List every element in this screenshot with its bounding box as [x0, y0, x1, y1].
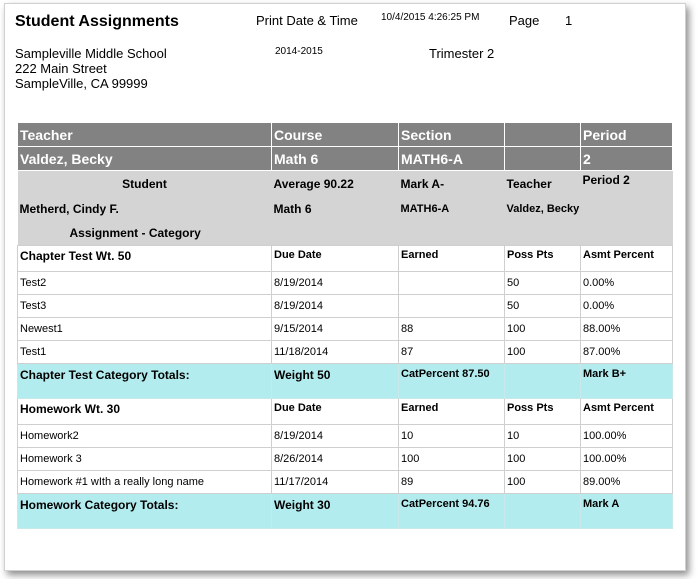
- table-cell: 11/18/2014: [272, 341, 399, 364]
- school-address: [15, 46, 167, 91]
- student-label: Student: [18, 171, 272, 198]
- table-cell: 88: [399, 318, 505, 341]
- teacher-label: Teacher: [505, 171, 581, 198]
- table-cell: [399, 272, 505, 295]
- totals-cell: Chapter Test Category Totals:: [18, 364, 272, 399]
- totals-cell: Mark A: [581, 494, 673, 529]
- average-label: Average 90.22: [272, 171, 399, 198]
- table-cell: 0.00%: [581, 272, 673, 295]
- student-name: Metherd, Cindy F.: [18, 197, 272, 221]
- table-cell: Test2: [18, 272, 272, 295]
- category-header-row: [18, 399, 673, 425]
- column-header: Asmt Percent: [581, 246, 673, 272]
- table-cell: 10: [399, 425, 505, 448]
- assignments-table: [17, 122, 673, 529]
- school-street: 222 Main Street: [15, 61, 107, 76]
- table-cell: 89.00%: [581, 471, 673, 494]
- term: Trimester 2: [429, 46, 495, 61]
- table-cell: 50: [505, 295, 581, 318]
- column-header: Poss Pts: [505, 246, 581, 272]
- school-name: Sampleville Middle School: [15, 46, 167, 61]
- student-course: Math 6: [272, 197, 399, 221]
- header-blank-value: [505, 147, 581, 171]
- totals-cell: CatPercent 87.50: [399, 364, 505, 399]
- column-header: Earned: [399, 246, 505, 272]
- table-cell: 100: [505, 341, 581, 364]
- table-cell: Homework 3: [18, 448, 272, 471]
- print-date-label: Print Date & Time: [256, 13, 358, 28]
- header-section-label: Section: [399, 123, 505, 147]
- table-cell: [399, 295, 505, 318]
- category-header-row: [18, 246, 673, 272]
- table-row: [18, 272, 673, 295]
- header-course-label: Course: [272, 123, 399, 147]
- totals-cell: Weight 50: [272, 364, 399, 399]
- table-cell: 50: [505, 272, 581, 295]
- totals-cell: Weight 30: [272, 494, 399, 529]
- column-header: Asmt Percent: [581, 399, 673, 425]
- table-row: [18, 471, 673, 494]
- table-cell: Test3: [18, 295, 272, 318]
- table-cell: 100.00%: [581, 448, 673, 471]
- table-cell: 89: [399, 471, 505, 494]
- totals-cell: Mark B+: [581, 364, 673, 399]
- mark-label: Mark A-: [399, 171, 505, 198]
- table-cell: 8/26/2014: [272, 448, 399, 471]
- table-cell: 100: [399, 448, 505, 471]
- header-teacher-value: Valdez, Becky: [18, 147, 272, 171]
- period-label: Period 2: [581, 171, 673, 198]
- table-cell: Newest1: [18, 318, 272, 341]
- print-date-value: 10/4/2015 4:26:25 PM: [381, 12, 480, 23]
- school-city: SampleVille, CA 99999: [15, 76, 148, 91]
- column-header: Earned: [399, 399, 505, 425]
- page-label: Page: [509, 13, 540, 28]
- category-name: Homework Wt. 30: [18, 399, 272, 425]
- header-section-value: MATH6-A: [399, 147, 505, 171]
- student-values-row: [18, 197, 673, 221]
- student-labels-row: [18, 171, 673, 198]
- student-teacher: Valdez, Becky: [505, 197, 581, 221]
- table-cell: Homework #1 wIth a really long name: [18, 471, 272, 494]
- table-row: [18, 425, 673, 448]
- table-row: [18, 318, 673, 341]
- table-cell: 8/19/2014: [272, 295, 399, 318]
- totals-cell: [505, 494, 581, 529]
- student-section: MATH6-A: [399, 197, 505, 221]
- totals-cell: [505, 364, 581, 399]
- table-cell: 8/19/2014: [272, 425, 399, 448]
- table-cell: 9/15/2014: [272, 318, 399, 341]
- table-cell: Homework2: [18, 425, 272, 448]
- column-header: Poss Pts: [505, 399, 581, 425]
- report-title: Student Assignments: [15, 13, 179, 30]
- header-teacher-label: Teacher: [18, 123, 272, 147]
- table-row: [18, 295, 673, 318]
- table-cell: 0.00%: [581, 295, 673, 318]
- school-year: 2014-2015: [275, 46, 323, 57]
- class-header-values: [18, 147, 673, 171]
- table-cell: 100: [505, 318, 581, 341]
- table-row: [18, 448, 673, 471]
- table-cell: 100.00%: [581, 425, 673, 448]
- report-page: [4, 3, 686, 571]
- student-blank: [581, 197, 673, 221]
- column-header: Due Date: [272, 399, 399, 425]
- column-header: Due Date: [272, 246, 399, 272]
- category-totals-row: [18, 494, 673, 529]
- table-cell: 100: [505, 448, 581, 471]
- category-totals-row: [18, 364, 673, 399]
- header-course-value: Math 6: [272, 147, 399, 171]
- table-cell: 88.00%: [581, 318, 673, 341]
- table-cell: 87.00%: [581, 341, 673, 364]
- categories-body: [18, 246, 673, 529]
- table-cell: 10: [505, 425, 581, 448]
- assignment-category-label: Assignment - Category: [18, 221, 673, 246]
- table-row: [18, 341, 673, 364]
- table-cell: 87: [399, 341, 505, 364]
- table-cell: 8/19/2014: [272, 272, 399, 295]
- header-period-value: 2: [581, 147, 673, 171]
- class-header-labels: [18, 123, 673, 147]
- table-cell: 100: [505, 471, 581, 494]
- header-period-label: Period: [581, 123, 673, 147]
- totals-cell: CatPercent 94.76: [399, 494, 505, 529]
- table-cell: Test1: [18, 341, 272, 364]
- header-blank-label: [505, 123, 581, 147]
- category-name: Chapter Test Wt. 50: [18, 246, 272, 272]
- totals-cell: Homework Category Totals:: [18, 494, 272, 529]
- assignment-category-row: [18, 221, 673, 246]
- page-number: 1: [565, 13, 573, 28]
- table-cell: 11/17/2014: [272, 471, 399, 494]
